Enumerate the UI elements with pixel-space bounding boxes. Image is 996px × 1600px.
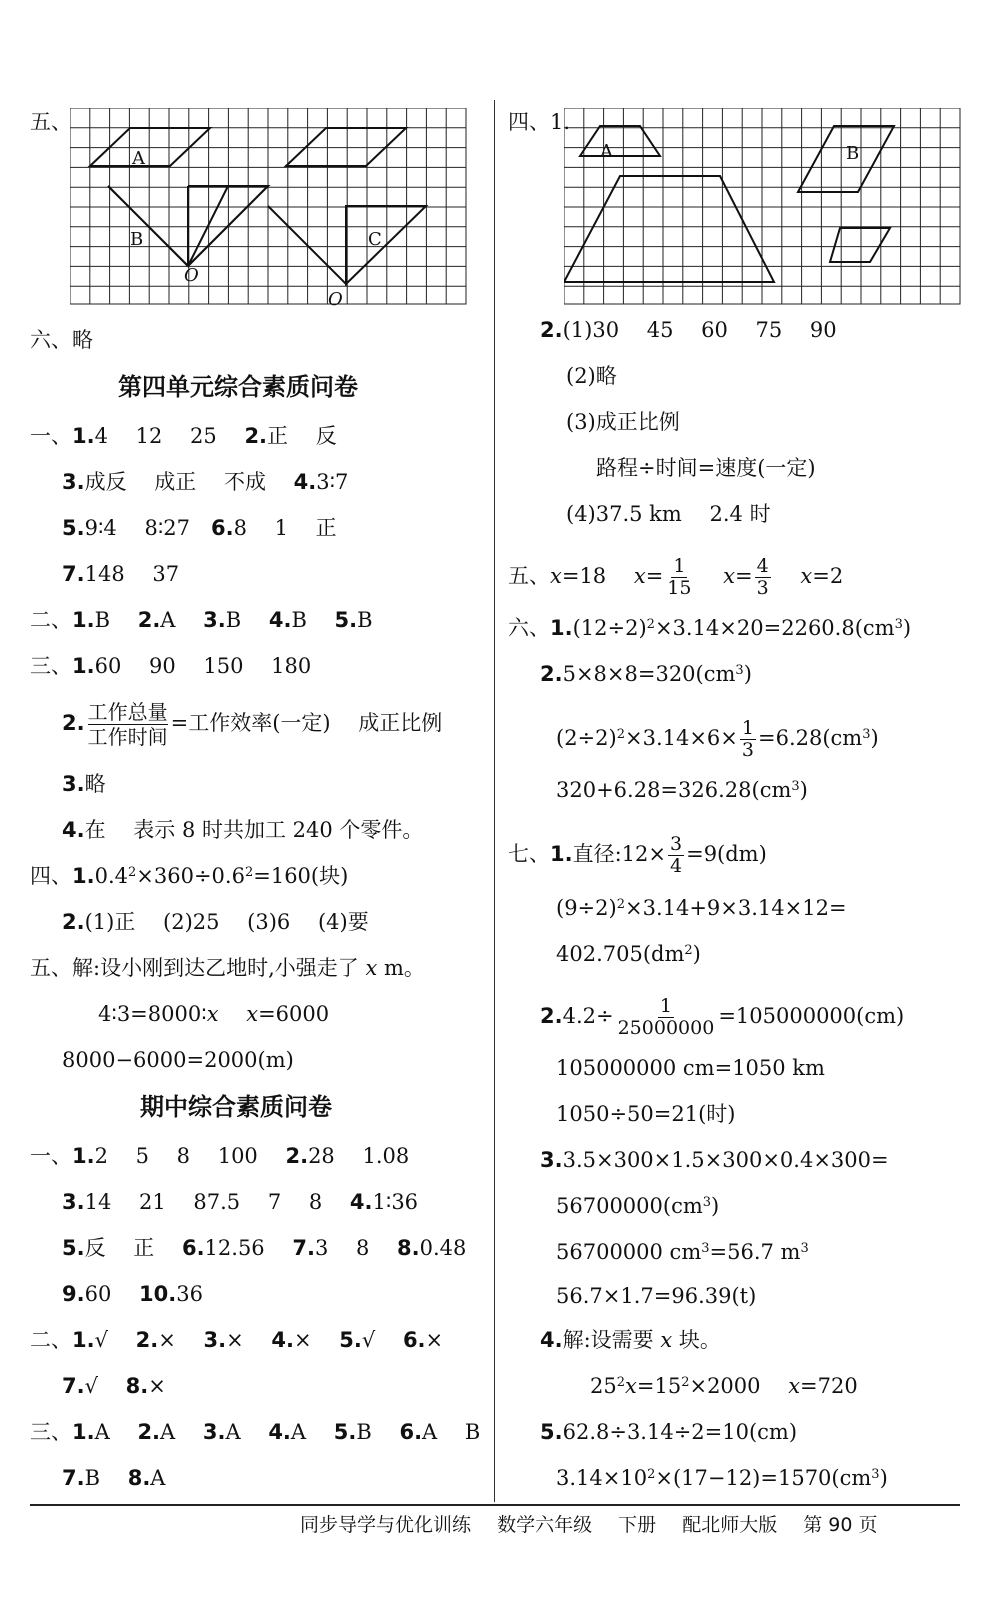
u4-san-3: 3.略	[62, 772, 106, 796]
grid-label-o1: O	[184, 265, 199, 286]
grid-label-b: B	[130, 229, 144, 250]
grid-label-c: C	[368, 229, 382, 250]
right-grid-label-b: B	[846, 143, 860, 164]
r-liu-2b: $(2\div 2)^2\times 3.14\times 6\times$ $\frac{1}{3}$ $=6.28(cm^3)$	[556, 717, 879, 761]
left-grid-figure	[70, 108, 470, 308]
r-si-2-4: (4)37.5 km 2.4 时	[566, 502, 771, 526]
mid-er-1: 二、1.√ 2.× 3.× 4.× 5.√ 6.×	[30, 1328, 444, 1352]
r-qi-1c: $402.705(dm^2)$	[556, 942, 701, 966]
u4-wu-1: 五、解:设小刚到达乙地时,小强走了 x m。	[30, 956, 425, 980]
mid-yi-5: 5.反 正 6.12.56 7.3 8 8.0.48	[62, 1236, 467, 1260]
wu-label: 五、	[30, 110, 72, 134]
r-si-2-3: (3)成正比例	[566, 410, 680, 434]
mid-yi-9: 9.60 10.36	[62, 1282, 203, 1306]
r-si-2-3b: 路程÷时间=速度(一定)	[596, 456, 816, 480]
footer-rule	[30, 1504, 960, 1506]
u4-san-2: 2. $\frac{\text{工作总量}}{\text{工作时间}}$ =工作效率(一定) 成正比例	[62, 700, 443, 749]
r-qi-5: 5.62.8÷3.14÷2=10(cm)	[540, 1420, 798, 1444]
liu-answer: 六、略	[30, 328, 93, 352]
r-qi-3: 3.3.5×300×1.5×300×0.4×300=	[540, 1148, 889, 1172]
r-qi-1b: $(9\div 2)^2\times 3.14+9\times 3.14\times 12=$	[556, 896, 847, 920]
r-si-2-1: 2.(1)30 45 60 75 90	[540, 318, 837, 342]
r-qi-3b: $56700000(cm^3)$	[556, 1194, 720, 1218]
r-liu-1: 六、$1.(12\div 2)^2\times 3.14\times 20=2260.8(cm^3)$	[508, 616, 912, 640]
u4-yi-1: 一、1.4 12 25 2.正 反	[30, 424, 337, 448]
r-qi-4b: $25^2x=15^2\times 2000$ x=720	[590, 1374, 858, 1398]
r-liu-2c: $320+6.28=326.28(cm^3)$	[556, 778, 808, 802]
grid-label-a: A	[132, 148, 145, 169]
r-qi-5b: $3.14\times 10^2\times(17-12)=1570(cm^3)$	[556, 1466, 888, 1490]
r-qi-2b: 105000000 cm=1050 km	[556, 1056, 825, 1080]
u4-si-2: 2.(1)正 (2)25 (3)6 (4)要	[62, 910, 369, 934]
footer-subject: 数学六年级	[497, 1514, 593, 1536]
footer-edition: 配北师大版	[682, 1514, 778, 1536]
unit4-heading: 第四单元综合素质问卷	[118, 373, 358, 401]
midterm-heading: 期中综合素质问卷	[140, 1093, 332, 1121]
si-label: 四、1.	[508, 110, 571, 134]
u4-yi-3: 3.成反 成正 不成 4.3∶7	[62, 470, 349, 494]
r-wu: 五、x=18 x= $\frac{1}{15}$ x= $\frac{4}{3}$ x=2	[508, 555, 844, 599]
r-qi-1: 七、1.直径:12× $\frac{3}{4}$ =9(dm)	[508, 833, 767, 877]
u4-yi-5: 5.9∶4 8∶27 6.8 1 正	[62, 516, 337, 540]
r-qi-3d: 56.7×1.7=96.39(t)	[556, 1284, 757, 1308]
page-footer	[300, 1512, 898, 1538]
u4-wu-3: 8000−6000=2000(m)	[62, 1048, 294, 1072]
mid-san-1: 三、1.A 2.A 3.A 4.A 5.B 6.A B	[30, 1420, 481, 1444]
u4-san-1: 三、1.60 90 150 180	[30, 654, 312, 678]
r-qi-2c: 1050÷50=21(时)	[556, 1102, 736, 1126]
right-grid-figure	[564, 108, 964, 308]
mid-san-7: 7.B 8.A	[62, 1466, 166, 1490]
footer-volume: 下册	[618, 1514, 657, 1536]
r-qi-4: 4.解:设需要 x 块。	[540, 1328, 721, 1352]
mid-yi-1: 一、1.2 5 8 100 2.28 1.08	[30, 1144, 410, 1168]
u4-san-4: 4.在 表示 8 时共加工 240 个零件。	[62, 818, 424, 842]
r-qi-3c: 56700000 $cm^3=56.7$ $m^3$	[556, 1240, 809, 1264]
u4-yi-7: 7.148 37	[62, 562, 180, 586]
r-si-2-2: (2)略	[566, 364, 617, 388]
mid-er-7: 7.√ 8.×	[62, 1374, 166, 1398]
right-grid-label-a: A	[600, 141, 613, 162]
grid-label-o2: O	[328, 289, 343, 310]
r-qi-2: 2.4.2÷ $\frac{1}{25000000}$ =105000000(cm)	[540, 995, 905, 1039]
u4-wu-2: 4∶3=8000∶x x=6000	[98, 1002, 330, 1026]
column-divider	[494, 100, 495, 1502]
u4-er: 二、1.B 2.A 3.B 4.B 5.B	[30, 608, 373, 632]
footer-page: 第 90 页	[803, 1514, 878, 1536]
r-liu-2: $2.5\times 8\times 8=320(cm^3)$	[540, 662, 752, 686]
u4-si-1: 四、$1.0.4^2\times 360\div 0.6^2=160$(块)	[30, 864, 349, 888]
footer-book: 同步导学与优化训练	[300, 1514, 472, 1536]
mid-yi-3: 3.14 21 87.5 7 8 4.1∶36	[62, 1190, 419, 1214]
